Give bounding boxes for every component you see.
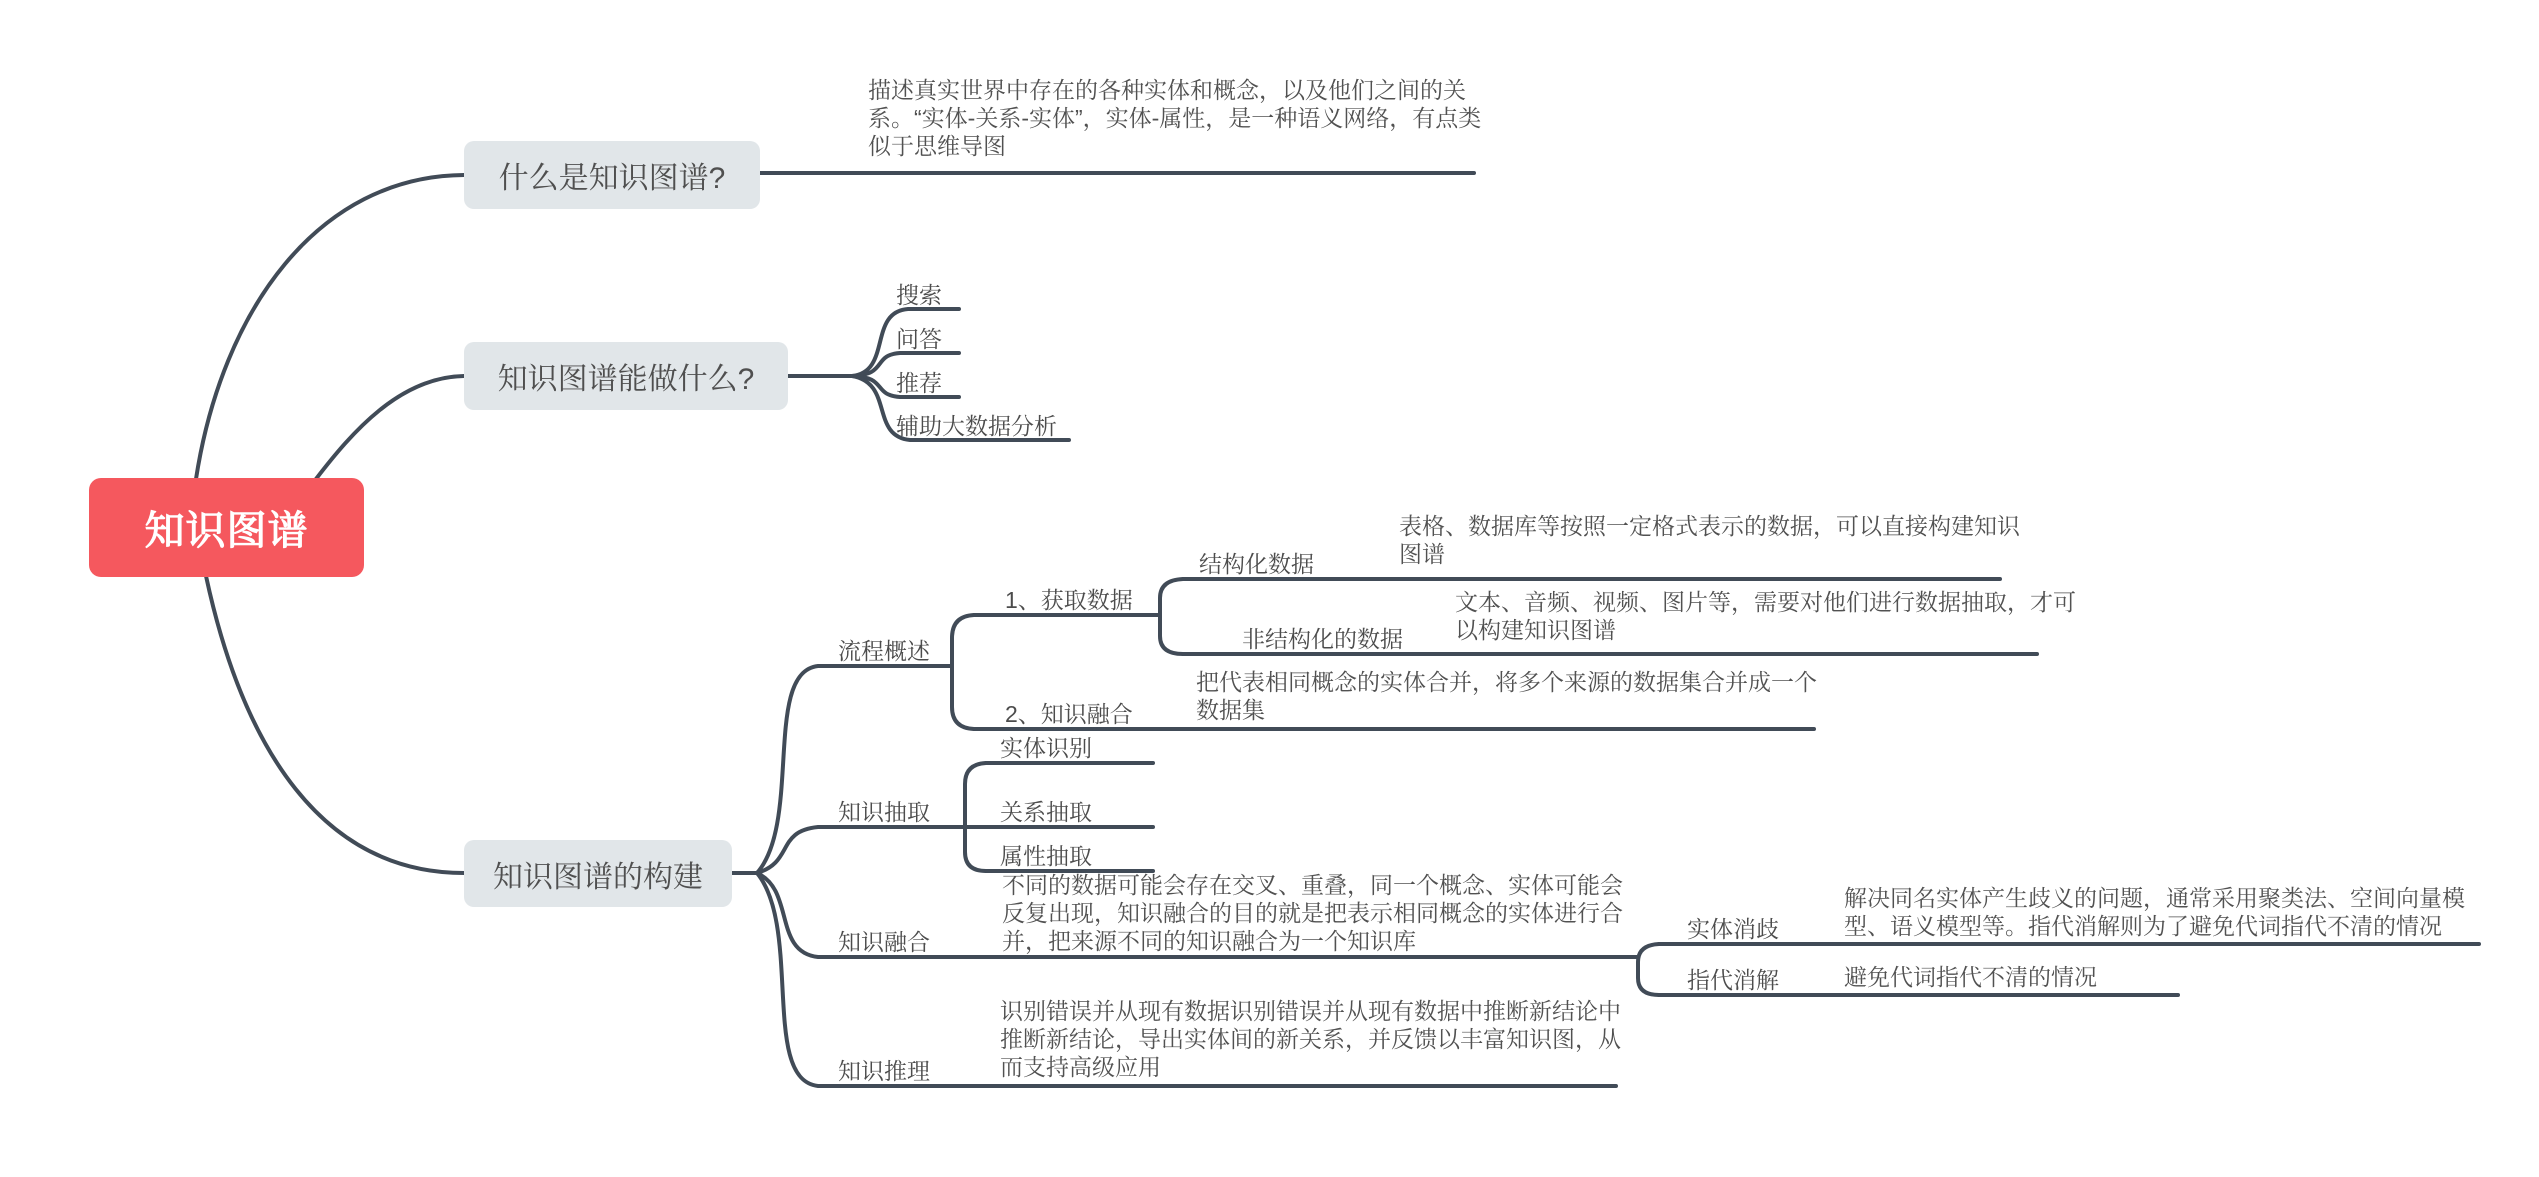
note-line: 推断新结论，导出实体间的新关系，并反馈以丰富知识图，从 [1000,1026,1621,1052]
topic-knowledge-extraction[interactable]: 知识抽取 [838,799,930,825]
note-line: 表格、数据库等按照一定格式表示的数据，可以直接构建知识 [1399,513,2020,539]
topic-kg-uses[interactable] [464,342,788,410]
topic-knowledge-fusion[interactable]: 知识融合 [838,929,930,955]
topic-coreference-resolution[interactable]: 指代消解 [1687,967,1779,993]
topic-relation-extraction[interactable]: 关系抽取 [1000,799,1092,825]
note-what-is-kg[interactable] [868,76,1481,160]
note-step2-knowledge-fusion[interactable] [1196,668,1817,724]
topic-entity-disambiguation[interactable]: 实体消歧 [1687,916,1779,942]
topic-attribute-extraction[interactable]: 属性抽取 [1000,843,1092,869]
root-topic[interactable] [89,478,364,577]
topic-kg-construction[interactable] [464,840,732,907]
note-line: 似于思维导图 [868,133,1006,159]
note-line: 不同的数据可能会存在交叉、重叠，同一个概念、实体可能会 [1002,872,1623,898]
bracket-step1 [1160,579,1183,654]
connector-build-extraction [757,827,965,873]
note-entity-disambiguation[interactable] [1844,884,2465,940]
note-line: 描述真实世界中存在的各种实体和概念，以及他们之间的关 [868,77,1466,103]
note-line: 反复出现，知识融合的目的就是把表示相同概念的实体进行合 [1002,900,1623,926]
note-coreference-resolution[interactable]: 避免代词指代不清的情况 [1844,964,2097,990]
note-line: 数据集 [1196,697,1265,723]
bracket-extraction [965,763,986,871]
topic-knowledge-reasoning[interactable]: 知识推理 [838,1058,930,1084]
topic-what-is-kg[interactable] [464,141,760,209]
note-line: 系。“实体-关系-实体”，实体-属性，是一种语义网络，有点类 [868,105,1482,131]
note-line: 而支持高级应用 [1000,1054,1161,1080]
root-topic-label: 知识图谱 [144,509,309,553]
connector-root-to-what [196,175,464,479]
bracket-process [952,615,974,729]
topic-kg-construction-label: 知识图谱的构建 [493,860,703,894]
topic-structured-data[interactable]: 结构化数据 [1199,551,1314,577]
note-structured-data[interactable] [1399,512,2020,568]
connector-build-process [757,666,952,873]
topic-unstructured-data[interactable]: 非结构化的数据 [1242,626,1403,652]
bracket-fusion [1638,944,1659,995]
note-line: 以构建知识图谱 [1455,617,1616,643]
connector-root-to-build [206,576,464,873]
topic-process-overview[interactable]: 流程概述 [838,638,930,664]
note-line: 识别错误并从现有数据识别错误并从现有数据中推断新结论中 [1000,998,1621,1024]
topic-entity-recognition[interactable]: 实体识别 [1000,735,1092,761]
topic-recommend[interactable]: 推荐 [896,370,942,396]
topic-step1-get-data[interactable]: 1、获取数据 [1005,587,1133,613]
note-knowledge-reasoning[interactable] [1000,997,1621,1081]
topic-bigdata-analysis[interactable]: 辅助大数据分析 [896,413,1057,439]
note-knowledge-fusion[interactable] [1002,871,1623,955]
note-line: 解决同名实体产生歧义的问题，通常采用聚类法、空间向量模 [1844,885,2465,911]
note-line: 图谱 [1399,541,1445,567]
note-line: 把代表相同概念的实体合并，将多个来源的数据集合并成一个 [1196,669,1817,695]
note-line: 并，把来源不同的知识融合为一个知识库 [1002,928,1416,954]
topic-what-is-kg-label: 什么是知识图谱? [498,162,726,195]
note-line: 文本、音频、视频、图片等，需要对他们进行数据抽取，才可 [1455,589,2076,615]
note-line: 型、语义模型等。指代消解则为了避免代词指代不清的情况 [1844,913,2442,939]
topic-search[interactable]: 搜索 [896,282,942,308]
topic-qa[interactable]: 问答 [896,326,942,352]
note-unstructured-data[interactable] [1455,588,2076,644]
connector-root-to-uses [316,376,464,479]
topic-step2-knowledge-fusion[interactable]: 2、知识融合 [1005,701,1133,727]
topic-kg-uses-label: 知识图谱能做什么? [497,363,755,396]
